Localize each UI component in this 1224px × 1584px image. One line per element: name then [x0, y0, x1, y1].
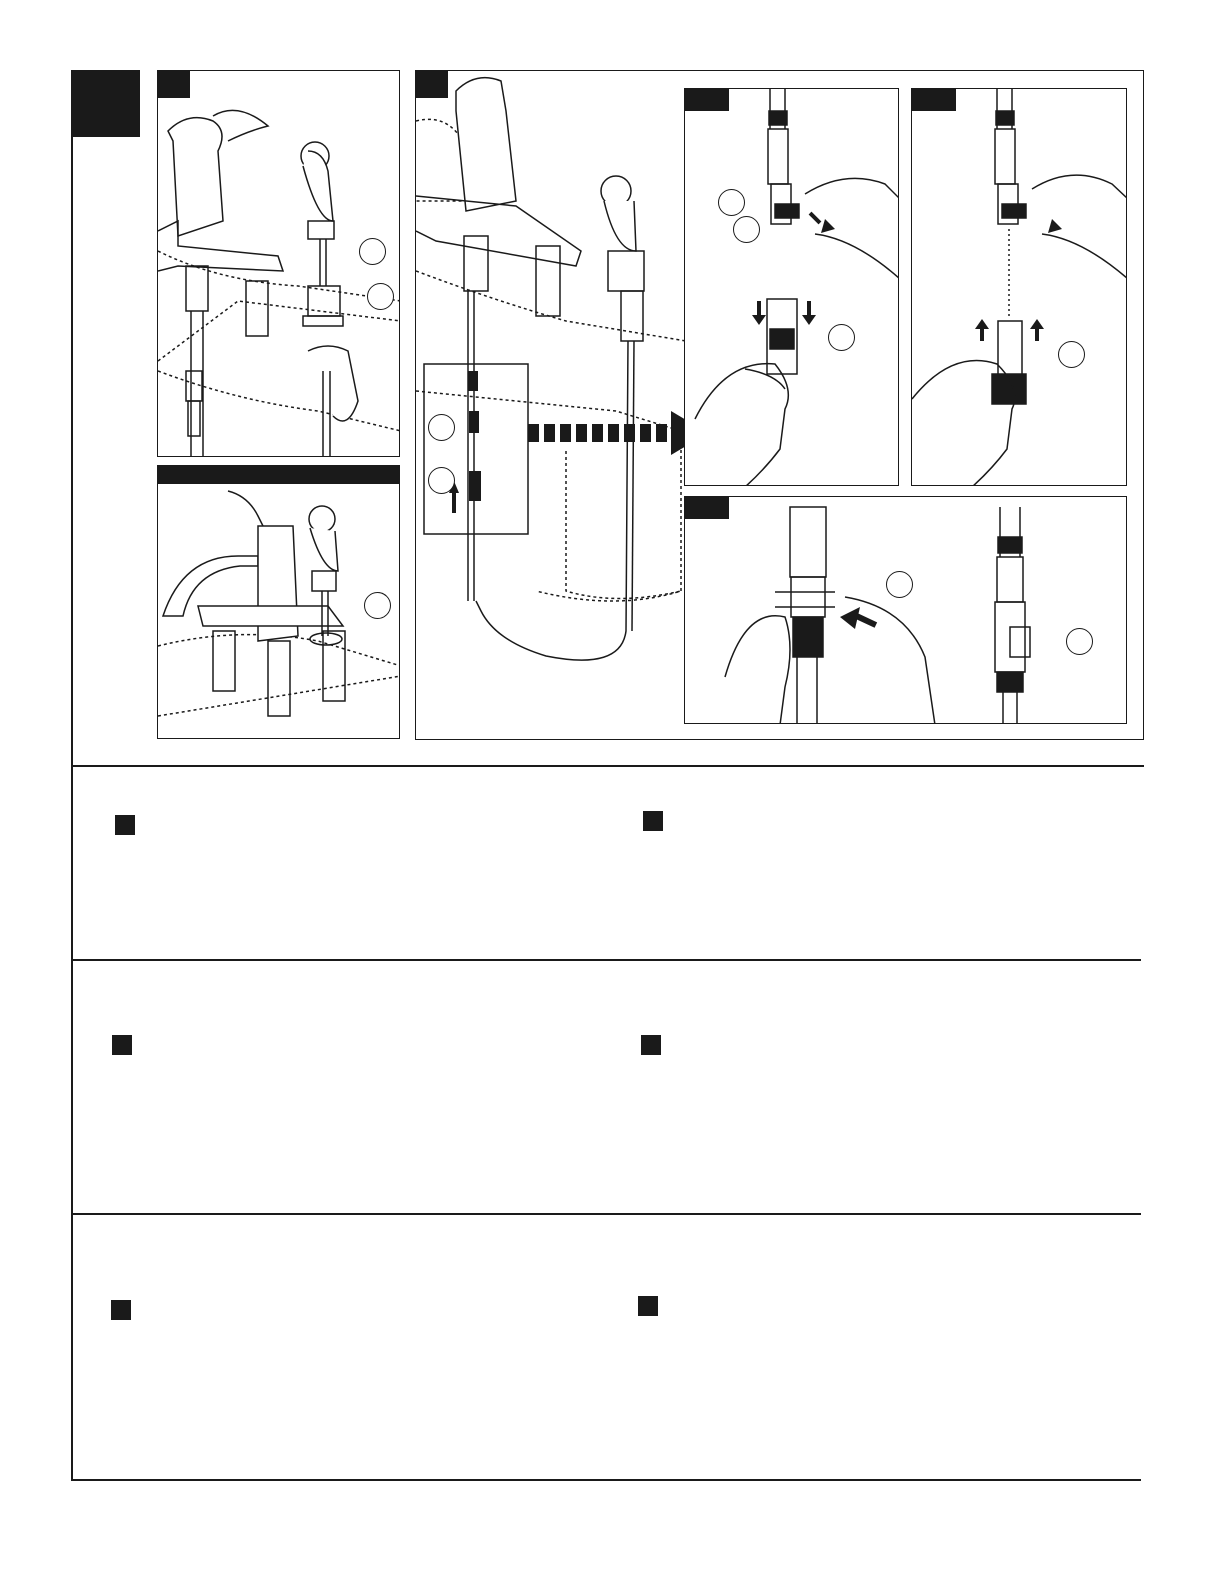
callout-7 [733, 216, 760, 243]
callout-8 [828, 324, 855, 351]
figure-sprayer-mount [157, 70, 400, 457]
detail-disconnect-illustration [912, 89, 1127, 486]
callout-1 [359, 238, 386, 265]
page-left-rule [71, 70, 73, 1480]
step-tab [72, 70, 140, 137]
detail-connect-illustration [685, 89, 899, 486]
bullet-1b [643, 811, 663, 831]
callout-11 [1066, 628, 1093, 655]
divider-row-3 [71, 1213, 1141, 1215]
sprayer-mount-illustration [158, 71, 400, 457]
bullet-3a [111, 1300, 131, 1320]
callout-3 [364, 592, 391, 619]
bullet-3b [638, 1296, 658, 1316]
figure-detail-connect [684, 88, 899, 486]
figure-detail-disconnect [911, 88, 1127, 486]
callout-4 [428, 414, 455, 441]
callout-6 [718, 189, 745, 216]
detail-clip-illustration [685, 497, 1127, 724]
divider-row-2 [71, 959, 1141, 961]
divider-bottom [71, 1479, 1141, 1481]
arrow-right-dashed [528, 411, 708, 455]
callout-10 [886, 571, 913, 598]
bullet-1a [115, 815, 135, 835]
callout-2 [367, 283, 394, 310]
callout-9 [1058, 341, 1085, 368]
figure-sprayer-installed [157, 465, 400, 739]
divider-row-1 [71, 765, 1144, 767]
bullet-2b [641, 1035, 661, 1055]
figure-detail-clip [684, 496, 1127, 724]
callout-5 [428, 467, 455, 494]
bullet-2a [112, 1035, 132, 1055]
